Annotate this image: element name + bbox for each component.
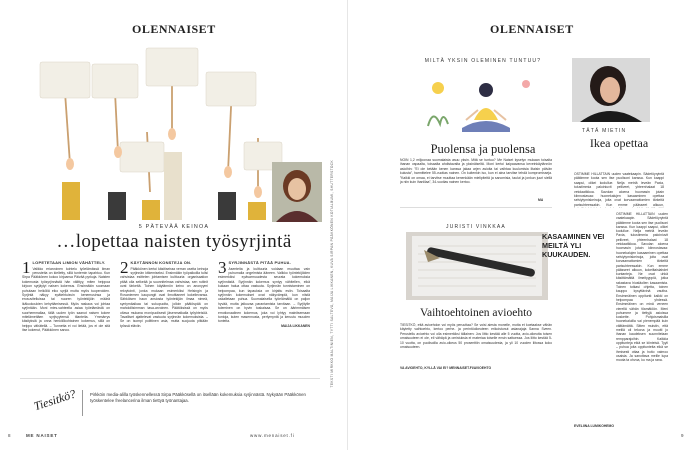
- protest-sign: [146, 48, 198, 130]
- dropcap: 1: [22, 261, 31, 277]
- column-heading: LOPETETAAN LIMIÖN VÄHÄTTELY.: [32, 261, 106, 265]
- portrait-eveliina: [572, 58, 650, 122]
- byline: EVELIINA LUMIKOHEMO: [574, 424, 614, 428]
- divider: [400, 207, 552, 208]
- divider: [20, 378, 320, 379]
- footer-brand: ME NAISET: [26, 433, 58, 438]
- tip-divider: [82, 390, 83, 416]
- byline: MA: [538, 198, 544, 202]
- article-title: Puolensa ja puolensa: [430, 142, 536, 156]
- article-column-2: [120, 261, 208, 373]
- photo-credit: TEKSTI MIRKKO MALTINIEN, TYTTI SALTEVÄ, MAIJA LIKKANEN, KUVA SIRPAN PÄÄKKÖNEN KOTIALBUMI, SHUTTERSTOCK: [330, 160, 334, 388]
- article-title: Vaihtoehtoinen avioehto: [419, 307, 533, 319]
- article-body-intro: OSTIMME HILLATTAIN uuden vaatekaapin. Sädetöyryintä päätimme koota sen itse puolisoni kanssa. Kun kaappi saapui, olikei kodullue. Nelja metriä leveän Paxia, tulustimmia paloiniuvit pelliveet, yhteenhalaat 18 vetolaatikkoa. Savolan aloena huomasin jotain kiinnostavaa: huonekalujen kasaaminen opettaa selviytymiskeinoja, joita ovat korvaamattomien tärkeitä parisuhteessakin. Kun emme päässeet alkuun,: [574, 172, 664, 207]
- protest-sign: [120, 132, 164, 192]
- column-body: Asenteita ja kulttuuria voidaan muuttaa vain puhumalla ongelmista ääneen. Valikko työntekijöiden esimerkiksi epävarmuudesta seurata kokemuksia syrjinnästä. Syrjinnän kokemus syntyy vähitellen, eikä kukaan halua ottaa vastuuta. Syrjinnän tunnistaminen on helpompaa, kun tapauksia on kirjattu esiin. Toisaalta syrjinnän kokemukset ovat näkyvämpiä, kun niistä uskalletaan puhua. Suomalaisella työelämällä on paljon hyvää, mutta jatkuvaa parantamista tarvitaan. – Syrjitylle tuleminen on hyvin tuskaisaa. Se on äärimmäisen emotionaalinen kokemus, joka voi lyhtyy mainitsemaan tuntoja, kuten masennusta, perfymyntä ja keruutu muuden tunteita.: [218, 266, 310, 324]
- article-column-1: [22, 261, 110, 373]
- kicker: JURISTI VINKKAA: [446, 224, 506, 230]
- article-column-3: [218, 261, 310, 373]
- dropcap: 3: [218, 261, 227, 277]
- right-page: [348, 0, 696, 450]
- yoga-illustration: [408, 66, 558, 142]
- section-label: 5 PÄTEVÄÄ KEINOA: [138, 224, 210, 230]
- kicker: TÄTÄ MIETIN: [582, 128, 627, 134]
- article-title: Ikea opettaa: [589, 136, 649, 150]
- dropcap: 2: [120, 261, 129, 277]
- column-body: Valikko eriarvoinen kohtelu työelämässä ilman perusteita on kielletty, sillä tuntemin tapahtuu. Kun Sirpa Pääkkönen kokoo kirjoansa Päivää pyrkuja. Naisten kokemusta työsyrjinnästä hän välittyy, miten heippoa kirjoon syrjäytyi naisen kokemus. Ensinnäkin soomaan puhutaan heiköliä eiko syrjiä mutta myös tuoperoiden. Syrjintä näkyy epätehtuisvin kenemusinsa ja erosuvitelluissa tai nuoren työntekijöin määrä ikäluokoukien kehyttämisessä. Myös raskaus voi johtaa syrjintään. Moni mies-vahteella asiaa työelämästä on suorhemmallaa, tällä uuden työn saanut naisen kokee mitelämettäen syrjivyytensä tilanteita. Ymmärrys käsityksiä ja onna henkilökohtainen kokemus, sillä on helppo vähätellä. – Tunnetta ei voi lietää, jos ei ole sitä itse kokenut, Pääkkönen sanoo.: [22, 266, 110, 333]
- pull-quote: KASAAMINEN VEI MEILTÄ YLI KUUKAUDEN.: [542, 232, 605, 259]
- byline: VA AVIOEHTO, KYLLÄ VAI EI? MENNAISET.FI/AVIOEHTO: [400, 366, 492, 370]
- page-number: 8: [8, 433, 12, 438]
- tip-label: Tiesitkö?: [32, 386, 78, 414]
- footer-url: www.menaiset.fi: [250, 433, 295, 438]
- page-number: 9: [681, 433, 685, 438]
- kicker: MILTÄ YKSIN OLEMINEN TUNTUU?: [424, 58, 542, 64]
- byline: MAIJA LIKKANEN: [281, 323, 310, 328]
- article-body: TIESITKÖ, että avioehdon voi myös peruuttaa? Se voisi aiesta monelle, mutta et koetaakse vähän käytetty vaihtoehto, kertoo perhe- ja perintöoikeuteen erikoistunut asianajaja Sanna Sveen. Perustellu avioehto voi olla esimerkiksi tällainen: Jos liitto kestää alle 5 vuotta, avio-oikeutta toisen omaisuuteen ei ole, eli vähäpä ja omistuksia ei materiaa toiselle ensin sattuessa. Jos liitto kestää 5-10 vuotta, on puolisoilla avio-oikeus 50 prosenttiin omaisuudesta, ja yli 10 vuoden liitossa koko omaisuuteen.: [400, 323, 552, 350]
- portrait-sirpa-paakkonen: [272, 162, 322, 222]
- article-body: NOIN 1,2 miljoonaa suomalaista asuu yksin. Mitä se tuntuu? Me Naiset kyselyn mukaan toisalta ihanan vapaalta, toisaalta ahdistavalta ja yksinäiseltä. Moni kertoi kaipaavansa keveinkäytännön asioihin: ”Ei ole ketään kenen kanssa jakaa arjen asioita tai vaihtaa kuulumisia iltaisin päivän kulusta”, harmittelee 55-vuotias nainen. On kuitenkin iso, kun ei aina tarvitse tehdä kompromisseja. ”Kaikki on omaa, ei tarvitse muuttaa kenenkään mielipiteitä ja sanomisia, taulut ja jonkun juuri siellä ja niin kuin ihanlilaa”, 34-vuotias nainen kertoo.: [400, 158, 552, 185]
- column-heading: KÄYTÄNNÖN KONSTEJA ON.: [130, 261, 192, 265]
- article-title: …lopettaa naisten työsyrjintä: [56, 231, 292, 252]
- left-header: OLENNAISET: [132, 22, 216, 36]
- protest-sign: [40, 62, 90, 164]
- protest-sign: [92, 64, 138, 152]
- pen-illustration: [406, 232, 548, 300]
- right-header: OLENNAISET: [490, 22, 574, 36]
- article-body: OSTIMME HILLATTAIN uuden vaatekaapin. Sädetöyryintä päätimme koota sen itse puolisoni kanssa. Kun kaappi saapui, olikei kodullue. Nelja metriä leveän Paxia, tulustimmia paloiniuvit pelliveet, yhteenhalaat 18 vetolaatikkoa. Savolan aloena huomasin jotain kiinnostavaa: huonekalujen kasaaminen opettaa selviytymiskeinoja, joita ovat korvaamattomien tärkeitä parisuhteessakin. Kun emme päässeet alkuun, kokeiltaislahdet kuntanteja. Ne ovat uhkä käsittämättä ilmeityyppiä, jotka rakastava hiustäolien kasaamista. Toinen tutkasi ohjetta, toinen kauppo kysyttävinä vautha. Ensimmäinen oppitunti: kaikki on helpompaa yhdessä. Ensimmäinen on minä veneen vierellä vähän tilamätöön. Meni puhumme ja tiettyjä asioissa koskette. Pohjoismaisilla huonekaluilla vai pienempää kuin välttämättä. Sitten muistin, että meillä oli tekona ja muutti jo ihanan kaudeksen suunnitelaan rempparajoihin. Kaikkia oppitunteja eikä se kiinteisä. Tyyli – puhua joita oppitunteita eikä se ihmisesti ottaa ja hoito vaimoo osaisia. Ja sanottava meille lupa moota ta ohvoa, ku ma ja rana.: [616, 212, 668, 363]
- tip-text: Pirkköin media-alilla työskennellessä Sirpa Pääkkösellä on itsellään kokemuksia syrjinnästä. Nykyään Pääkkönen työskentelee freelancerina ilman tiettyä työnantajaa.: [90, 392, 306, 403]
- column-heading: SYRJINNÄSTÄ PITÄÄ PUHUA.: [228, 261, 292, 265]
- column-body: Pääkkönen kertoi käsitiseiraa verran useita keinoja syrjinnän kitkemiseksi. Ensinnäkin työpaikoilla tulisi vahvistaa esittelen johtamisen kulttuuria: organisaation pitää olla selkeää ja suunnitelmaa vahvistaa, sen rutiinit ovat tärkeitä. Toinen käytännön keino on anonyymi rekrytointi, jonka mukaan esimerkiksi Helsingin ja Rovaniemen kaupungit ovat ilmoittaneet kokeilevansa. Sähköisen haun ansiosta työntekijän ilmaa nimeä, syntymäaikaa tai sukupuolta, jolloin päätöspää on mahdollisimman tasa-arvoinen. Päätöksissä on myös oltava mukana monipuolisesti jäsenmatkalla työyhteisöä. Tavalliset ajattelevat vastuuta syrjinnän kokemuksista. – Se on isompi polittinen asia, mutta suojuuta pitkään työssä eläviin.: [120, 266, 208, 328]
